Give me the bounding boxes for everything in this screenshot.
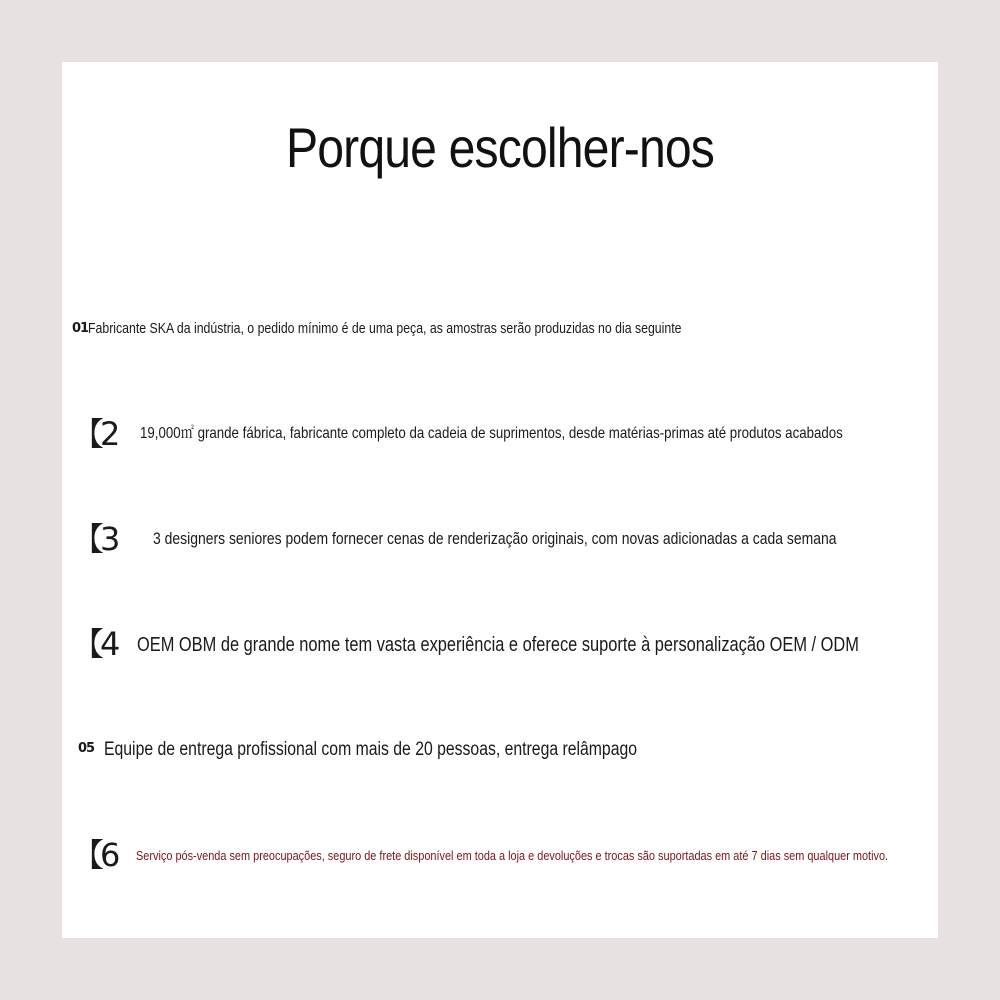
item-text: 19,000㎡ grande fábrica, fabricante completo da cadeia de suprimentos, desde matérias-primas até produtos acabados [140, 425, 843, 442]
item-text: Serviço pós-venda sem preocupações, seguro de frete disponível em toda a loja e devoluções e trocas são suportadas em até 7 dias sem qualquer motivo. [136, 848, 889, 863]
item-number: 【6 [72, 836, 117, 874]
page-title: Porque escolher-nos [285, 116, 715, 179]
item-text: Equipe de entrega profissional com mais de 20 pessoas, entrega relâmpago [104, 739, 638, 760]
item-text: OEM OBM de grande nome tem vasta experiência e oferece suporte à personalização OEM / ODM [137, 634, 859, 656]
item-text: 3 designers seniores podem fornecer cenas de renderização originais, com novas adicionadas a cada semana [153, 529, 837, 548]
item-number: 【4 [72, 625, 117, 663]
item-number: 【3 [72, 520, 117, 558]
item-number: 【2 [72, 415, 117, 453]
item-text: Fabricante SKA da indústria, o pedido mínimo é de uma peça, as amostras serão produzidas no dia seguinte [88, 320, 682, 337]
item-number: 01 [72, 321, 89, 336]
content-card [62, 62, 938, 938]
item-number: 05 [78, 741, 95, 756]
